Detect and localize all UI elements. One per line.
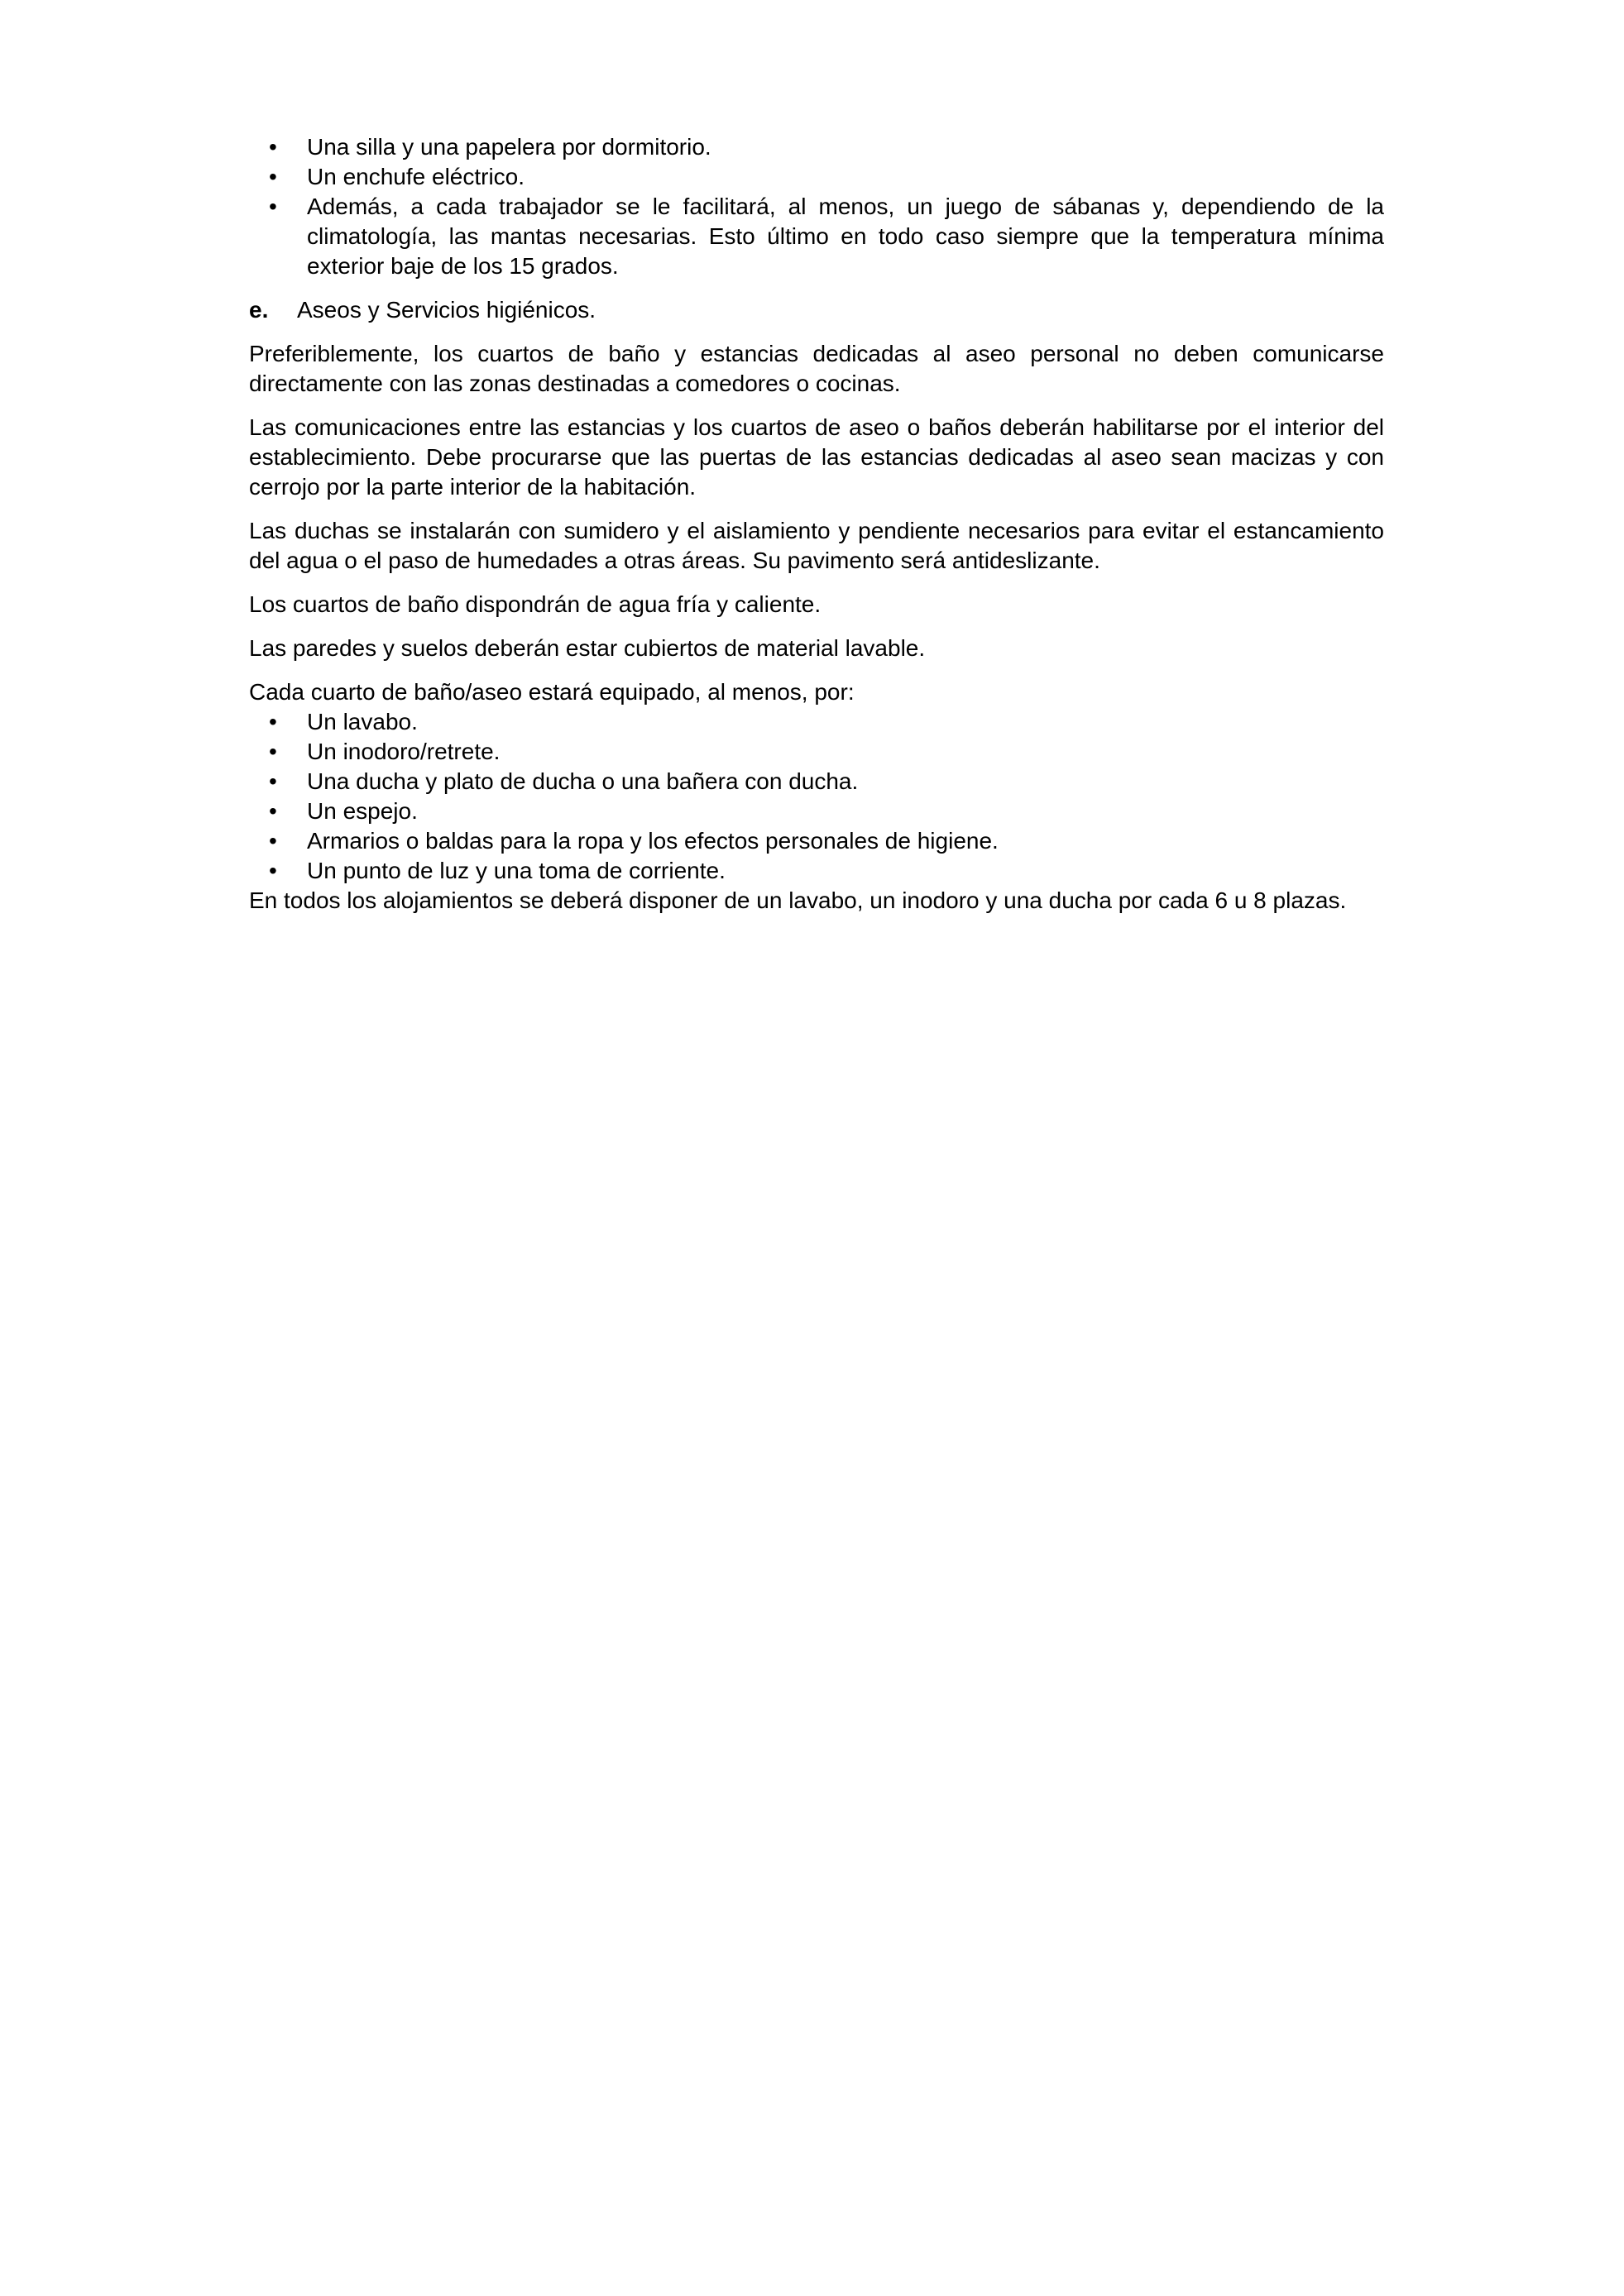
list-item: • Un punto de luz y una toma de corriente. bbox=[249, 856, 1384, 886]
bullet-icon: • bbox=[269, 134, 277, 160]
list-item: • Un espejo. bbox=[249, 796, 1384, 826]
paragraph: Cada cuarto de baño/aseo estará equipado, al menos, por: bbox=[249, 679, 855, 705]
bullet-icon: • bbox=[269, 739, 277, 764]
list-item: • Una silla y una papelera por dormitorio. bbox=[249, 132, 1384, 162]
section-marker: e. bbox=[249, 297, 269, 323]
document-page bbox=[249, 132, 1384, 916]
closing-paragraph: En todos los alojamientos se deberá disponer de un lavabo, un inodoro y una ducha por cada 6 u 8 plazas. bbox=[249, 887, 1347, 913]
paragraph: Las paredes y suelos deberán estar cubiertos de material lavable. bbox=[249, 635, 926, 661]
bathroom-equipment-list bbox=[249, 707, 1384, 886]
paragraph: Las duchas se instalarán con sumidero y el aislamiento y pendiente necesarios para evitar el estancamiento del agua o el paso de humedades a otras áreas. Su pavimento será antideslizante. bbox=[249, 518, 1384, 573]
bullet-icon: • bbox=[269, 164, 277, 189]
section-heading bbox=[249, 295, 1384, 325]
list-item: • Una ducha y plato de ducha o una bañera con ducha. bbox=[249, 767, 1384, 796]
bullet-icon: • bbox=[269, 768, 277, 794]
list-item: • Un lavabo. bbox=[249, 707, 1384, 737]
bullet-icon: • bbox=[269, 828, 277, 854]
list-item: • Un enchufe eléctrico. bbox=[249, 162, 1384, 192]
list-item: • Además, a cada trabajador se le facilitará, al menos, un juego de sábanas y, dependiendo de la climatología, las mantas necesarias. Esto último en todo caso siempre que la temperatura mínima exterior baje de los 15 grados. bbox=[269, 194, 1384, 279]
section-title: Aseos y Servicios higiénicos. bbox=[297, 297, 596, 323]
bullet-icon: • bbox=[269, 194, 277, 219]
list-item: • Un inodoro/retrete. bbox=[249, 737, 1384, 767]
paragraph: Los cuartos de baño dispondrán de agua fría y caliente. bbox=[249, 591, 822, 617]
paragraph: Las comunicaciones entre las estancias y los cuartos de aseo o baños deberán habilitarse por el interior del establecimiento. Debe procurarse que las puertas de las estancias dedicadas al aseo sean macizas y con cerrojo por la parte interior de la habitación. bbox=[249, 414, 1384, 500]
bullet-icon: • bbox=[269, 709, 277, 734]
bedroom-items-list bbox=[249, 132, 1384, 281]
list-item: • Armarios o baldas para la ropa y los efectos personales de higiene. bbox=[249, 826, 1384, 856]
paragraph: Preferiblemente, los cuartos de baño y estancias dedicadas al aseo personal no deben comunicarse directamente con las zonas destinadas a comedores o cocinas. bbox=[249, 341, 1384, 396]
bullet-icon: • bbox=[269, 798, 277, 824]
bullet-icon: • bbox=[269, 858, 277, 883]
